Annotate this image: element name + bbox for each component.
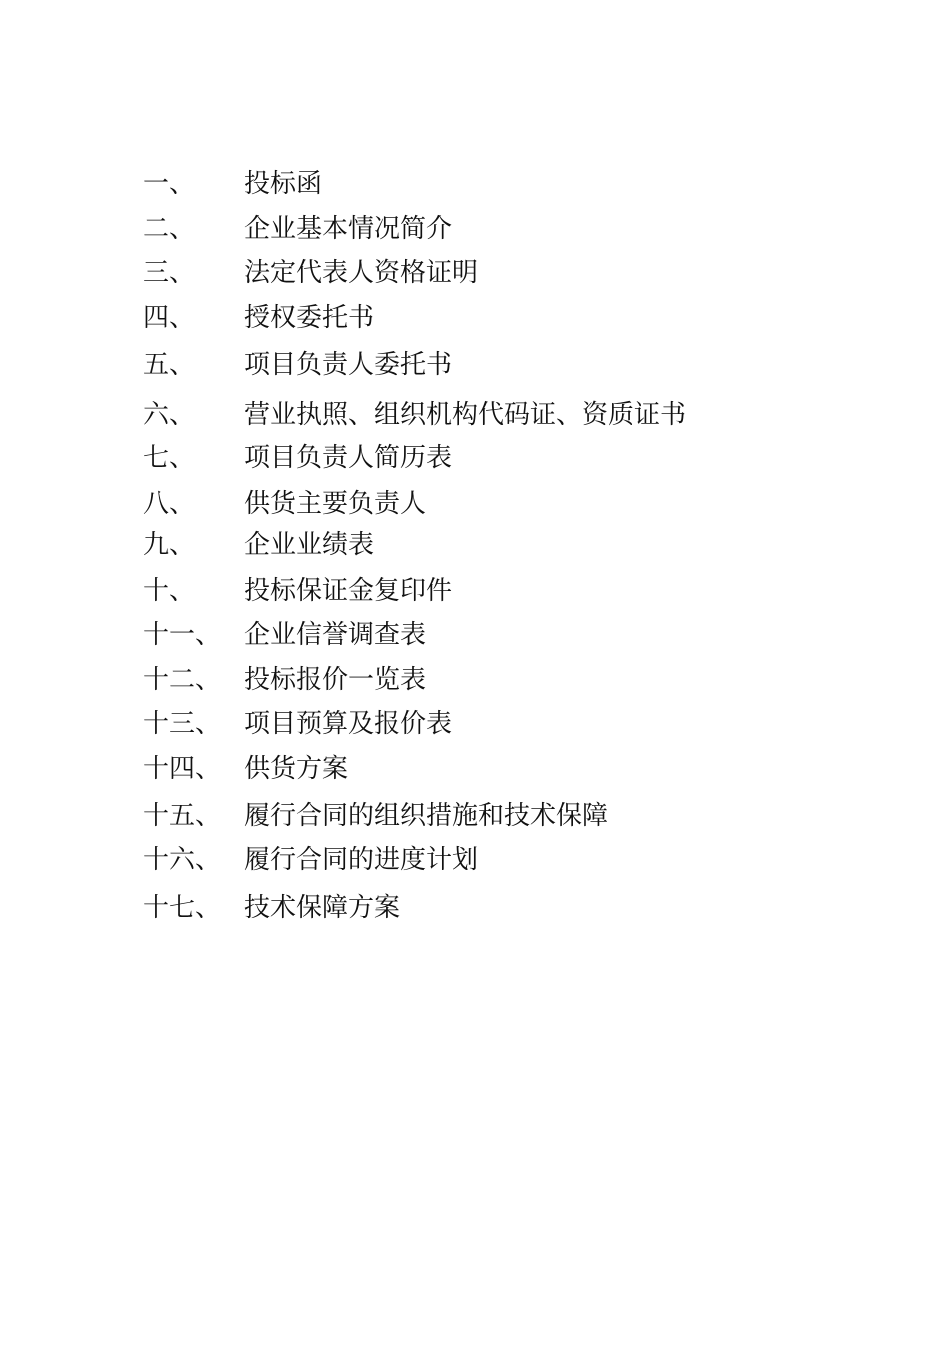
toc-item-title: 企业基本情况简介 bbox=[244, 214, 453, 244]
toc-item-title: 履行合同的进度计划 bbox=[244, 845, 479, 875]
toc-item bbox=[0, 345, 950, 385]
toc-item-number: 八、 bbox=[143, 489, 196, 519]
toc-item-title: 企业信誉调查表 bbox=[244, 620, 427, 650]
toc-item-title: 营业执照、组织机构代码证、资质证书 bbox=[244, 400, 687, 430]
toc-item-title: 企业业绩表 bbox=[244, 530, 375, 560]
toc-item bbox=[0, 438, 950, 478]
toc-item bbox=[0, 704, 950, 744]
toc-item-title: 项目负责人简历表 bbox=[244, 443, 453, 473]
toc-item-title: 项目预算及报价表 bbox=[244, 709, 453, 739]
toc-item bbox=[0, 164, 950, 204]
toc-item-title: 投标保证金复印件 bbox=[244, 576, 453, 606]
toc-item-number: 十、 bbox=[143, 576, 196, 606]
toc-item-number: 九、 bbox=[143, 530, 196, 560]
toc-item bbox=[0, 395, 950, 435]
toc-item-number: 一、 bbox=[143, 169, 196, 199]
toc-item bbox=[0, 888, 950, 928]
toc-item bbox=[0, 749, 950, 789]
toc-item bbox=[0, 840, 950, 880]
toc-item-title: 项目负责人委托书 bbox=[244, 350, 453, 380]
toc-item-title: 投标函 bbox=[244, 169, 323, 199]
toc-item-title: 法定代表人资格证明 bbox=[244, 258, 479, 288]
toc-item-number: 十三、 bbox=[143, 709, 222, 739]
toc-item bbox=[0, 615, 950, 655]
toc-item-number: 十五、 bbox=[143, 801, 222, 831]
toc-item-number: 六、 bbox=[143, 400, 196, 430]
toc-item bbox=[0, 660, 950, 700]
toc-item-number: 十七、 bbox=[143, 893, 222, 923]
toc-item-number: 十四、 bbox=[143, 754, 222, 784]
toc-item-number: 十二、 bbox=[143, 665, 222, 695]
toc-item bbox=[0, 253, 950, 293]
toc-item bbox=[0, 796, 950, 836]
toc-item bbox=[0, 571, 950, 611]
toc-item bbox=[0, 298, 950, 338]
toc-item-title: 供货方案 bbox=[244, 754, 349, 784]
toc-item bbox=[0, 525, 950, 565]
toc-item-number: 七、 bbox=[143, 443, 196, 473]
toc-item bbox=[0, 484, 950, 524]
toc-item bbox=[0, 209, 950, 249]
toc-item-number: 二、 bbox=[143, 214, 196, 244]
toc-item-number: 三、 bbox=[143, 258, 196, 288]
toc-item-title: 供货主要负责人 bbox=[244, 489, 427, 519]
toc-item-number: 四、 bbox=[143, 303, 196, 333]
toc-item-title: 授权委托书 bbox=[244, 303, 375, 333]
toc-item-title: 履行合同的组织措施和技术保障 bbox=[244, 801, 609, 831]
toc-item-number: 十一、 bbox=[143, 620, 222, 650]
toc-item-title: 技术保障方案 bbox=[244, 893, 401, 923]
toc-item-title: 投标报价一览表 bbox=[244, 665, 427, 695]
toc-item-number: 五、 bbox=[143, 350, 196, 380]
toc-item-number: 十六、 bbox=[143, 845, 222, 875]
